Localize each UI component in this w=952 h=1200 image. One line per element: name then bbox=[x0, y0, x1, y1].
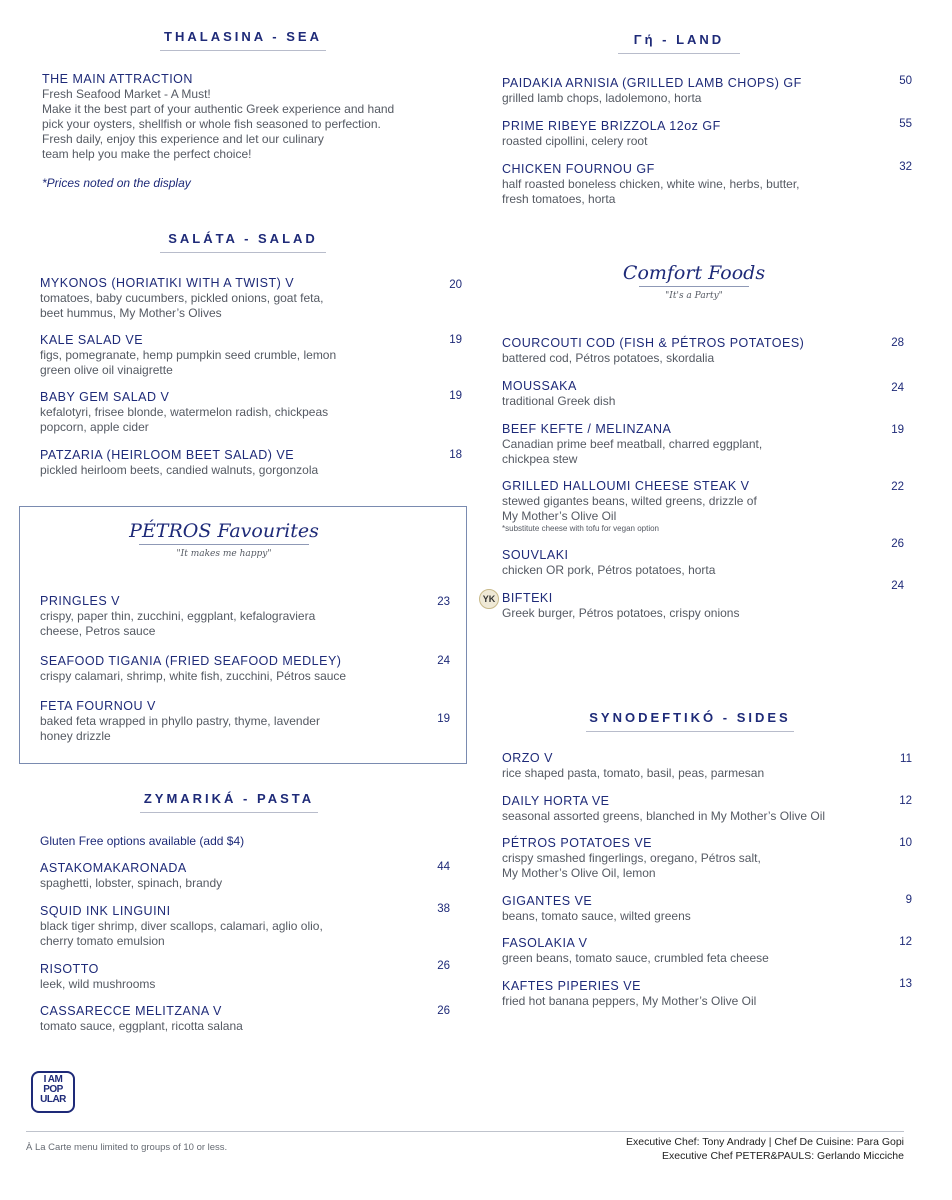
item-desc: green olive oil vinaigrette bbox=[40, 363, 173, 377]
item-desc: beans, tomato sauce, wilted greens bbox=[502, 909, 691, 923]
item-desc: baked feta wrapped in phyllo pastry, thyme, lavender bbox=[40, 714, 320, 728]
item-price: 12 bbox=[899, 795, 912, 807]
item-name: MYKONOS (HORIATIKI WITH A TWIST) V bbox=[40, 276, 295, 290]
item-price: 19 bbox=[449, 334, 462, 346]
item-desc: fried hot banana peppers, My Mother’s Olive Oil bbox=[502, 994, 757, 1008]
sea-main-attraction bbox=[42, 72, 462, 191]
menu-item bbox=[502, 979, 872, 1009]
chef-credit-line-2: Executive Chef PETER&PAULS: Gerlando Micciche bbox=[662, 1150, 904, 1162]
item-name: KALE SALAD VE bbox=[40, 333, 144, 347]
comfort-heading bbox=[600, 262, 788, 301]
comfort-underline bbox=[639, 286, 749, 287]
sea-note: *Prices noted on the display bbox=[42, 176, 191, 190]
item-desc: fresh tomatoes, horta bbox=[502, 192, 616, 206]
chef-credit-line-1: Executive Chef: Tony Andrady | Chef De Cuisine: Para Gopi bbox=[625, 1136, 904, 1148]
item-name: GRILLED HALLOUMI CHEESE STEAK V bbox=[502, 479, 750, 493]
item-desc: team help you make the perfect choice! bbox=[42, 147, 252, 161]
item-desc: Make it the best part of your authentic Greek experience and hand bbox=[42, 102, 395, 116]
group-size-note: À La Carte menu limited to groups of 10 or less. bbox=[26, 1142, 228, 1153]
menu-item bbox=[502, 591, 872, 621]
item-desc: tomato sauce, eggplant, ricotta salana bbox=[40, 1019, 243, 1033]
menu-item bbox=[40, 276, 430, 321]
item-price: 44 bbox=[437, 861, 450, 873]
item-name: COURCOUTI COD (FISH & PÉTROS POTATOES) bbox=[502, 336, 805, 350]
yk-badge: YK bbox=[479, 589, 499, 609]
item-desc: stewed gigantes beans, wilted greens, drizzle of bbox=[502, 494, 757, 508]
item-desc: popcorn, apple cider bbox=[40, 420, 149, 434]
item-price: 9 bbox=[905, 894, 912, 906]
item-desc: honey drizzle bbox=[40, 729, 111, 743]
footer-divider bbox=[26, 1131, 904, 1132]
item-price: 10 bbox=[899, 837, 912, 849]
item-name: GIGANTES VE bbox=[502, 894, 593, 908]
menu-item bbox=[40, 654, 430, 684]
menu-item bbox=[40, 448, 430, 478]
item-desc: grilled lamb chops, ladolemono, horta bbox=[502, 91, 702, 105]
item-price: 11 bbox=[900, 753, 912, 765]
comfort-script-title: Comfort Foods bbox=[622, 262, 766, 284]
item-name: PÉTROS POTATOES VE bbox=[502, 836, 653, 850]
menu-item bbox=[502, 119, 872, 149]
item-price: 24 bbox=[437, 655, 450, 667]
comfort-tagline: "It's a Party" bbox=[665, 291, 723, 301]
item-desc: My Mother’s Olive Oil, lemon bbox=[502, 866, 656, 880]
item-desc: Fresh Seafood Market - A Must! bbox=[42, 87, 211, 101]
item-desc: chickpea stew bbox=[502, 452, 578, 466]
item-name: CHICKEN FOURNOU GF bbox=[502, 162, 655, 176]
menu-item bbox=[502, 751, 872, 781]
item-name: CASSARECCE MELITZANA V bbox=[40, 1004, 222, 1018]
item-name: BIFTEKI bbox=[502, 591, 553, 605]
sides-section-title bbox=[586, 710, 794, 732]
item-name: PRIME RIBEYE BRIZZOLA 12oz GF bbox=[502, 119, 721, 133]
item-name: ORZO V bbox=[502, 751, 553, 765]
item-desc: spaghetti, lobster, spinach, brandy bbox=[40, 876, 223, 890]
item-name: RISOTTO bbox=[40, 962, 99, 976]
menu-item bbox=[40, 904, 430, 949]
item-name: ASTAKOMAKARONADA bbox=[40, 861, 187, 875]
menu-item bbox=[40, 699, 430, 744]
item-name: THE MAIN ATTRACTION bbox=[42, 72, 193, 86]
favourites-tagline: "It makes me happy" bbox=[176, 549, 272, 559]
menu-item bbox=[502, 936, 872, 966]
item-desc: crispy calamari, shrimp, white fish, zucchini, Pétros sauce bbox=[40, 669, 347, 683]
logo-line: I AM bbox=[43, 1074, 63, 1085]
menu-item bbox=[502, 76, 872, 106]
item-desc: cheese, Petros sauce bbox=[40, 624, 156, 638]
item-desc: Canadian prime beef meatball, charred eggplant, bbox=[502, 437, 763, 451]
salad-title-rule bbox=[160, 252, 326, 253]
sea-title-rule bbox=[160, 50, 326, 51]
item-desc: black tiger shrimp, diver scallops, calamari, aglio olio, bbox=[40, 919, 323, 933]
land-title-text: Γή - LAND bbox=[633, 32, 725, 47]
pasta-gluten-note bbox=[40, 834, 430, 849]
item-price: 18 bbox=[449, 449, 462, 461]
item-desc: rice shaped pasta, tomato, basil, peas, parmesan bbox=[502, 766, 765, 780]
land-section-title bbox=[618, 32, 740, 54]
item-price: 24 bbox=[891, 382, 904, 394]
favourites-script-title: PÉTROS Favourites bbox=[129, 520, 319, 542]
item-desc: pickled heirloom beets, candied walnuts, gorgonzola bbox=[40, 463, 319, 477]
item-name: FASOLAKIA V bbox=[502, 936, 588, 950]
item-price: 28 bbox=[891, 337, 904, 349]
item-price: 50 bbox=[899, 75, 912, 87]
i-am-popular-logo bbox=[31, 1071, 75, 1113]
item-name: FETA FOURNOU V bbox=[40, 699, 156, 713]
menu-item bbox=[40, 594, 430, 639]
item-name: SOUVLAKI bbox=[502, 548, 569, 562]
item-desc: figs, pomegranate, hemp pumpkin seed crumble, lemon bbox=[40, 348, 337, 362]
item-price: 26 bbox=[891, 538, 904, 550]
item-name: KAFTES PIPERIES VE bbox=[502, 979, 641, 993]
item-desc: tomatoes, baby cucumbers, pickled onions, goat feta, bbox=[40, 291, 324, 305]
item-desc: kefalotyri, frisee blonde, watermelon radish, chickpeas bbox=[40, 405, 329, 419]
item-desc: green beans, tomato sauce, crumbled feta cheese bbox=[502, 951, 769, 965]
item-name: PATZARIA (HEIRLOOM BEET SALAD) VE bbox=[40, 448, 295, 462]
menu-item bbox=[40, 390, 430, 435]
item-price: 26 bbox=[437, 960, 450, 972]
pasta-section-title bbox=[140, 791, 318, 813]
menu-item bbox=[502, 548, 872, 578]
item-desc: half roasted boneless chicken, white wine, herbs, butter, bbox=[502, 177, 800, 191]
item-price: 26 bbox=[437, 1005, 450, 1017]
item-price: 13 bbox=[899, 978, 912, 990]
item-name: PRINGLES V bbox=[40, 594, 121, 608]
item-desc: crispy, paper thin, zucchini, eggplant, kefalograviera bbox=[40, 609, 316, 623]
menu-item bbox=[40, 962, 430, 992]
menu-item bbox=[502, 894, 872, 924]
logo-line: POP bbox=[43, 1084, 63, 1095]
item-name: BABY GEM SALAD V bbox=[40, 390, 170, 404]
item-desc: My Mother’s Olive Oil bbox=[502, 509, 617, 523]
pasta-title-text: ZYMARIKÁ - PASTA bbox=[143, 791, 315, 806]
menu-item bbox=[502, 379, 872, 409]
logo-line: ULAR bbox=[40, 1094, 66, 1105]
item-price: 19 bbox=[449, 390, 462, 402]
item-name: SQUID INK LINGUINI bbox=[40, 904, 171, 918]
item-name: MOUSSAKA bbox=[502, 379, 577, 393]
favourites-underline bbox=[139, 544, 309, 545]
item-name: SEAFOOD TIGANIA (FRIED SEAFOOD MEDLEY) bbox=[40, 654, 342, 668]
item-price: 38 bbox=[437, 903, 450, 915]
item-price: 23 bbox=[437, 596, 450, 608]
item-desc: leek, wild mushrooms bbox=[40, 977, 156, 991]
item-desc: seasonal assorted greens, blanched in My Mother’s Olive Oil bbox=[502, 809, 826, 823]
salad-section-title bbox=[160, 231, 326, 253]
item-desc: Fresh daily, enjoy this experience and let our culinary bbox=[42, 132, 324, 146]
menu-item bbox=[502, 162, 872, 207]
menu-item bbox=[502, 836, 872, 881]
sea-title-text: THALASINA - SEA bbox=[164, 29, 322, 44]
menu-item bbox=[40, 1004, 430, 1034]
item-desc: pick your oysters, shellfish or whole fish seasoned to perfection. bbox=[42, 117, 381, 131]
menu-item bbox=[502, 336, 872, 366]
item-name: DAILY HORTA VE bbox=[502, 794, 610, 808]
favourites-heading bbox=[124, 520, 324, 559]
menu-item bbox=[502, 479, 872, 534]
salad-title-text: SALÁTA - SALAD bbox=[168, 231, 318, 246]
menu-item bbox=[502, 794, 872, 824]
sea-section-title bbox=[160, 29, 326, 51]
item-desc: traditional Greek dish bbox=[502, 394, 616, 408]
sides-title-text: SYNODEFTIKÓ - SIDES bbox=[589, 710, 791, 725]
menu-item bbox=[502, 422, 872, 467]
item-desc: cherry tomato emulsion bbox=[40, 934, 165, 948]
land-title-rule bbox=[618, 53, 740, 54]
item-desc: battered cod, Pétros potatoes, skordalia bbox=[502, 351, 715, 365]
item-desc: crispy smashed fingerlings, oregano, Pétros salt, bbox=[502, 851, 761, 865]
menu-item bbox=[40, 333, 430, 378]
item-desc: roasted cipollini, celery root bbox=[502, 134, 648, 148]
item-desc: chicken OR pork, Pétros potatoes, horta bbox=[502, 563, 716, 577]
item-price: 32 bbox=[899, 161, 912, 173]
item-price: 20 bbox=[449, 279, 462, 291]
item-price: 24 bbox=[891, 580, 904, 592]
item-price: 19 bbox=[891, 424, 904, 436]
item-name: BEEF KEFTE / MELINZANA bbox=[502, 422, 672, 436]
item-desc: Gluten Free options available (add $4) bbox=[40, 834, 245, 848]
sides-title-rule bbox=[586, 731, 794, 732]
menu-item bbox=[40, 861, 430, 891]
pasta-title-rule bbox=[140, 812, 318, 813]
item-desc: Greek burger, Pétros potatoes, crispy onions bbox=[502, 606, 740, 620]
item-price: 12 bbox=[899, 936, 912, 948]
item-price: 19 bbox=[437, 713, 450, 725]
item-small-note: *substitute cheese with tofu for vegan option bbox=[502, 524, 659, 533]
item-name: PAIDAKIA ARNISIA (GRILLED LAMB CHOPS) GF bbox=[502, 76, 802, 90]
item-price: 55 bbox=[899, 118, 912, 130]
item-price: 22 bbox=[891, 481, 904, 493]
item-desc: beet hummus, My Mother’s Olives bbox=[40, 306, 222, 320]
